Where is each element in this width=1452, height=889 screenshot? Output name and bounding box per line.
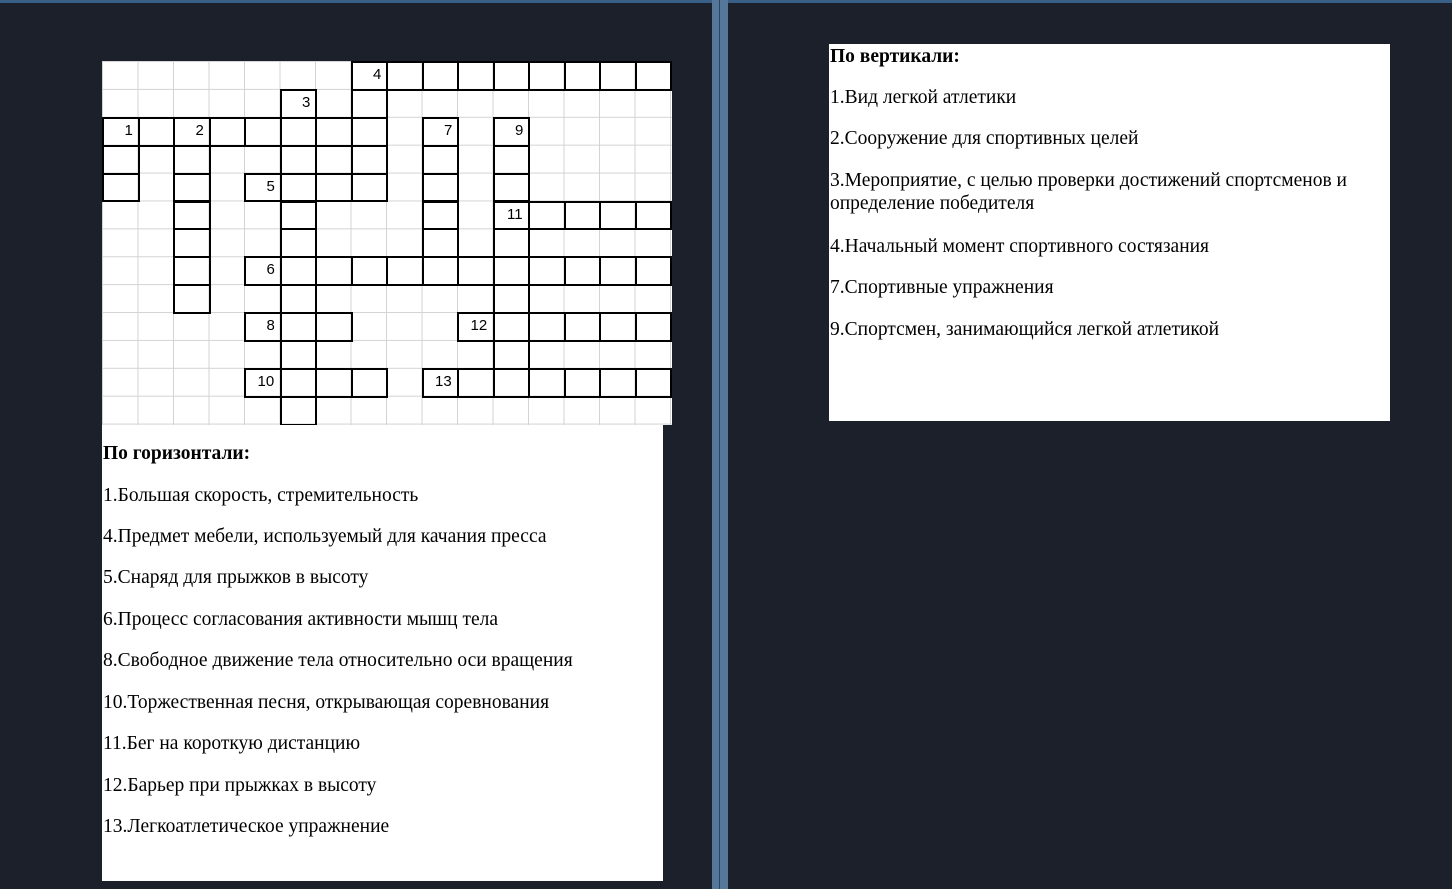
crossword-cell bbox=[244, 312, 282, 342]
crossword-cell bbox=[173, 145, 211, 175]
crossword-cell bbox=[564, 368, 602, 398]
crossword-cell bbox=[493, 368, 531, 398]
crossword-cell bbox=[315, 312, 353, 342]
page-divider-line bbox=[719, 0, 720, 889]
crossword-cell bbox=[493, 312, 531, 342]
page-divider bbox=[712, 0, 728, 889]
vertical-clue-7: 7.Спортивные упражнения bbox=[830, 277, 1054, 298]
crossword-cell bbox=[102, 117, 140, 147]
crossword-cell bbox=[280, 145, 318, 175]
horizontal-clue-1: 1.Большая скорость, стремительность bbox=[103, 485, 419, 506]
crossword-grid bbox=[102, 61, 672, 425]
crossword-cell bbox=[493, 284, 531, 314]
crossword-cell bbox=[635, 201, 673, 231]
vertical-clue-4: 4.Начальный момент спортивного состязания bbox=[830, 236, 1210, 257]
clue-number-2: 2 bbox=[195, 121, 204, 139]
crossword-cell bbox=[351, 256, 389, 286]
crossword-cell bbox=[564, 201, 602, 231]
crossword-cell bbox=[493, 117, 531, 147]
crossword-cell bbox=[528, 312, 566, 342]
crossword-cell bbox=[457, 61, 495, 91]
crossword-cell bbox=[280, 368, 318, 398]
crossword-cell bbox=[670, 201, 672, 231]
crossword-cell bbox=[599, 61, 637, 91]
crossword-cell bbox=[244, 173, 282, 203]
crossword-cell bbox=[280, 396, 318, 425]
horizontal-clue-4: 4.Предмет мебели, используемый для качания пресса bbox=[103, 526, 547, 547]
crossword-cell bbox=[599, 201, 637, 231]
crossword-cell bbox=[173, 173, 211, 203]
crossword-cell bbox=[422, 173, 460, 203]
horizontal-clues-page bbox=[102, 425, 663, 881]
clue-number-7: 7 bbox=[444, 121, 453, 139]
crossword-cell bbox=[599, 256, 637, 286]
clue-number-6: 6 bbox=[266, 261, 275, 279]
crossword-cell bbox=[173, 117, 211, 147]
vertical-heading: По вертикали: bbox=[830, 46, 960, 67]
crossword-cell bbox=[564, 256, 602, 286]
crossword-cell bbox=[457, 256, 495, 286]
crossword-cell bbox=[564, 312, 602, 342]
crossword-cell bbox=[280, 201, 318, 231]
crossword-cell bbox=[351, 117, 389, 147]
crossword-cell bbox=[173, 256, 211, 286]
clue-number-5: 5 bbox=[266, 177, 275, 195]
crossword-cell bbox=[280, 228, 318, 258]
crossword-cell bbox=[493, 256, 531, 286]
horizontal-clue-10: 10.Торжественная песня, открывающая соревнования bbox=[103, 692, 550, 713]
crossword-cell bbox=[422, 228, 460, 258]
horizontal-clue-13: 13.Легкоатлетическое упражнение bbox=[103, 816, 390, 837]
crossword-cell bbox=[528, 61, 566, 91]
crossword-cell bbox=[244, 117, 282, 147]
crossword-cell bbox=[280, 89, 318, 119]
crossword-cell bbox=[564, 61, 602, 91]
clue-number-8: 8 bbox=[266, 317, 275, 335]
crossword-cell bbox=[386, 256, 424, 286]
crossword-cell bbox=[280, 340, 318, 370]
crossword-cell bbox=[351, 145, 389, 175]
horizontal-clue-12: 12.Барьер при прыжках в высоту bbox=[103, 775, 377, 796]
horizontal-heading: По горизонтали: bbox=[103, 443, 251, 464]
clue-number-10: 10 bbox=[257, 372, 275, 390]
horizontal-clue-8: 8.Свободное движение тела относительно оси вращения bbox=[103, 650, 573, 671]
crossword-cell bbox=[599, 312, 637, 342]
horizontal-clue-5: 5.Снаряд для прыжков в высоту bbox=[103, 567, 369, 588]
crossword-cell bbox=[670, 368, 672, 398]
crossword-cell bbox=[173, 284, 211, 314]
vertical-clue-3: 3.Мероприятие, с целью проверки достижений спортсменов и определение победителя bbox=[830, 170, 1347, 215]
crossword-cell bbox=[244, 256, 282, 286]
crossword-cell bbox=[635, 256, 673, 286]
crossword-cell bbox=[493, 340, 531, 370]
crossword-cell bbox=[351, 173, 389, 203]
crossword-cell bbox=[422, 256, 460, 286]
clue-number-1: 1 bbox=[124, 121, 133, 139]
crossword-cell bbox=[280, 256, 318, 286]
clue-number-13: 13 bbox=[435, 372, 452, 390]
crossword-cell bbox=[102, 173, 140, 203]
crossword-cell bbox=[635, 368, 673, 398]
crossword-cell bbox=[493, 173, 531, 203]
vertical-clue-1: 1.Вид легкой атлетики bbox=[830, 87, 1017, 108]
crossword-cell bbox=[422, 201, 460, 231]
crossword-cell bbox=[351, 89, 389, 119]
crossword-cell bbox=[493, 145, 531, 175]
crossword-cell bbox=[138, 117, 176, 147]
vertical-clues-page bbox=[829, 44, 1390, 421]
crossword-cell bbox=[599, 368, 637, 398]
crossword-cell bbox=[280, 117, 318, 147]
crossword-cell bbox=[635, 61, 673, 91]
crossword-cell bbox=[280, 312, 318, 342]
crossword-cell bbox=[386, 61, 424, 91]
crossword-cell bbox=[422, 145, 460, 175]
crossword-cell bbox=[315, 368, 353, 398]
clue-number-11: 11 bbox=[507, 205, 523, 223]
crossword-cell bbox=[315, 256, 353, 286]
crossword-cell bbox=[493, 228, 531, 258]
crossword-cell bbox=[209, 117, 247, 147]
vertical-clue-2: 2.Сооружение для спортивных целей bbox=[830, 128, 1139, 149]
horizontal-clue-6: 6.Процесс согласования активности мышц тела bbox=[103, 609, 499, 630]
clue-number-3: 3 bbox=[302, 93, 311, 111]
crossword-cell bbox=[670, 312, 672, 342]
clue-number-4: 4 bbox=[373, 66, 382, 83]
crossword-cell bbox=[528, 256, 566, 286]
clue-number-9: 9 bbox=[515, 121, 524, 139]
crossword-cell bbox=[528, 368, 566, 398]
crossword-cell bbox=[635, 312, 673, 342]
crossword-cell bbox=[422, 117, 460, 147]
crossword-cell bbox=[280, 173, 318, 203]
horizontal-clue-11: 11.Бег на короткую дистанцию bbox=[103, 733, 361, 754]
crossword-cell bbox=[528, 201, 566, 231]
crossword-cell bbox=[351, 61, 389, 91]
crossword-cell bbox=[173, 228, 211, 258]
crossword-cell bbox=[102, 145, 140, 175]
crossword-cell bbox=[315, 117, 353, 147]
vertical-clue-9: 9.Спортсмен, занимающийся легкой атлетикой bbox=[830, 319, 1220, 340]
crossword-cell bbox=[457, 368, 495, 398]
crossword-cell bbox=[493, 61, 531, 91]
clue-number-12: 12 bbox=[470, 317, 488, 335]
crossword-cell bbox=[173, 201, 211, 231]
crossword-cell bbox=[280, 284, 318, 314]
crossword-cell bbox=[351, 368, 389, 398]
crossword-cell bbox=[422, 61, 460, 91]
crossword-cell bbox=[315, 173, 353, 203]
